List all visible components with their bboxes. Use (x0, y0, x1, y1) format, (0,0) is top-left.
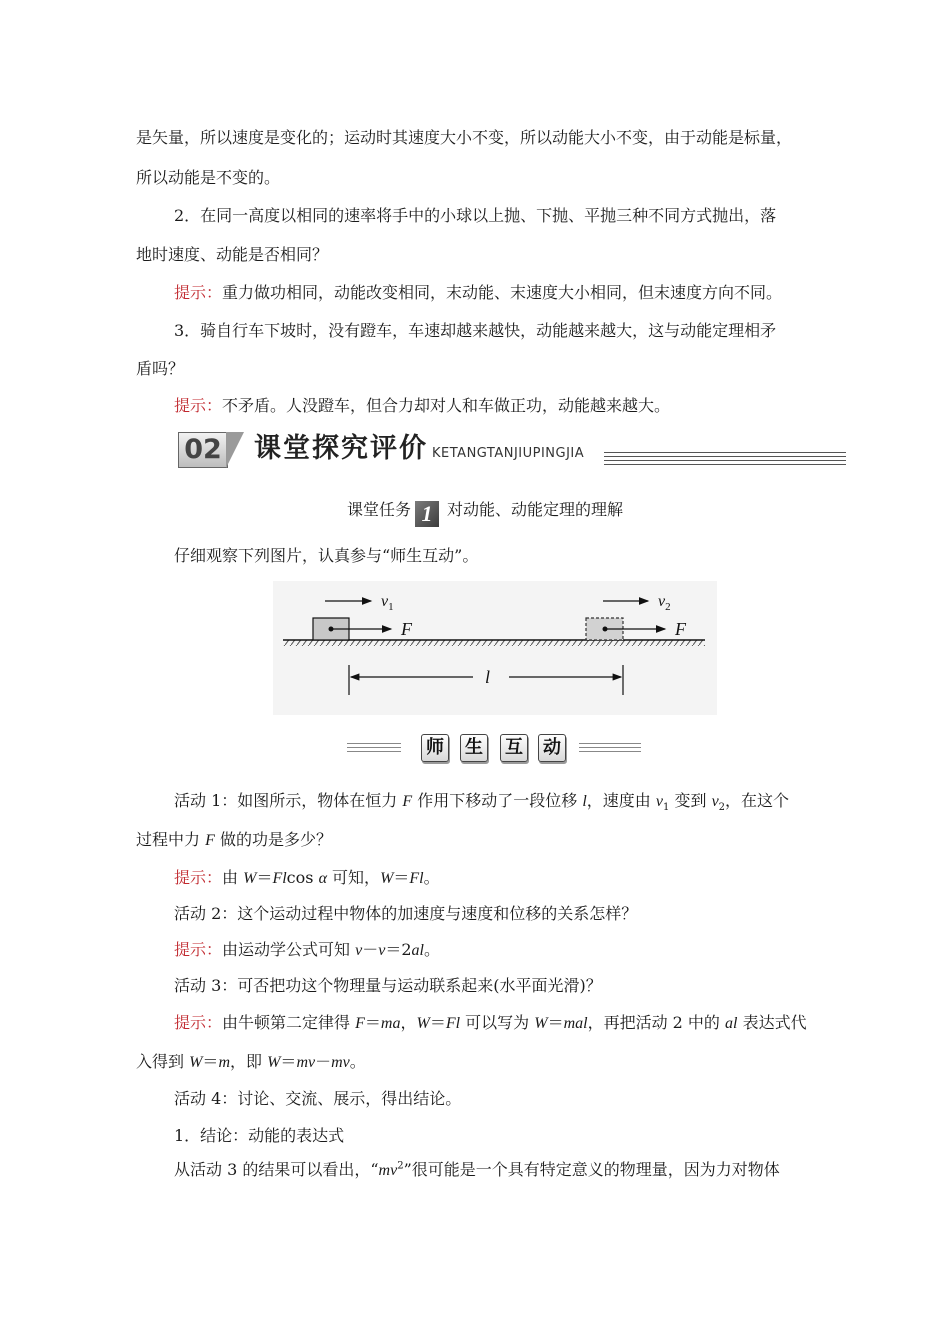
activity-3: 活动 3：可否把功这个物理量与运动联系起来(水平面光滑)？ (174, 976, 602, 995)
interaction-char: 动 (538, 734, 566, 762)
activity-4: 活动 4：讨论、交流、展示，得出结论。 (174, 1089, 462, 1108)
block-diagram (273, 581, 717, 715)
text-line: 是矢量，所以速度是变化的；运动时其速度大小不变，所以动能大小不变，由于动能是标量， (136, 128, 793, 147)
activity-1: 活动 1：如图所示，物体在恒力 F 作用下移动了一段位移 l，速度由 $v_1$ 变到 $v_2$，在这个 (174, 791, 790, 814)
section-pinyin: KETANGTANJIUPINGJIA (432, 446, 585, 461)
task-number-badge: 1 (415, 501, 439, 527)
intro-text: 仔细观察下列图片，认真参与“师生互动”。 (174, 546, 479, 565)
hint-1: 提示：由 W＝Flcos α 可知，W＝Fl。 (174, 868, 440, 887)
task-header (347, 500, 623, 527)
title-rule (347, 751, 401, 752)
banner-rule (604, 452, 846, 453)
hint-label: 提示： (174, 283, 223, 302)
hint-3: 提示：由牛顿第二定律得 F＝ma，W＝Fl 可以写为 W＝mal，再把活动 2 中的 al 表达式代 (174, 1013, 807, 1032)
title-rule (347, 747, 401, 748)
interaction-char: 师 (421, 734, 449, 762)
section-number: 02 (178, 432, 228, 468)
interaction-char: 互 (500, 734, 528, 762)
distance-label: l (485, 667, 491, 687)
answer-2 (174, 283, 782, 303)
text-line: 所以动能是不变的。 (136, 168, 281, 187)
answer-text: 不矛盾。人没蹬车，但合力却对人和车做正功，动能越来越大。 (222, 396, 671, 415)
physics-figure (273, 581, 717, 715)
banner-decoration (226, 432, 244, 468)
text-line: 入得到 W＝m，即 W＝mv－mv。 (136, 1052, 366, 1071)
question-3: 3．骑自行车下坡时，没有蹬车，车速却越来越快，动能越来越大，这与动能定理相矛 (174, 321, 777, 340)
text-line: 盾吗？ (136, 359, 185, 378)
question-2: 2．在同一高度以相同的速率将手中的小球以上抛、下抛、平抛三种不同方式抛出，落 (174, 206, 777, 225)
task-title: 对动能、动能定理的理解 (447, 500, 624, 519)
ground-hatch (283, 640, 705, 646)
activity-2: 活动 2：这个运动过程中物体的加速度与速度和位移的关系怎样？ (174, 904, 638, 923)
text-line: 地时速度、动能是否相同？ (136, 245, 329, 264)
conclusion-text: 从活动 3 的结果可以看出，“$mv^2$”很可能是一个具有特定意义的物理量，因为力对物体 (174, 1160, 780, 1179)
interaction-char: 生 (460, 734, 488, 762)
force-label: F (401, 619, 412, 639)
force-label: F (675, 619, 686, 639)
title-rule (579, 751, 641, 752)
interaction-title (347, 731, 645, 765)
hint-2: 提示：由运动学公式可知 v－v＝2al。 (174, 940, 440, 959)
section-banner (178, 430, 846, 470)
velocity-label: $v_1$ (381, 593, 394, 613)
banner-rule (604, 456, 846, 457)
title-rule (347, 743, 401, 744)
task-prefix: 课堂任务 (347, 500, 412, 519)
section-title: 课堂探究评价 (254, 433, 428, 464)
answer-text: 重力做功相同，动能改变相同，末动能、末速度大小相同，但末速度方向不同。 (222, 283, 783, 302)
title-rule (579, 743, 641, 744)
hint-label: 提示： (174, 396, 223, 415)
banner-rule (604, 464, 846, 465)
title-rule (579, 747, 641, 748)
conclusion-heading: 1．结论：动能的表达式 (174, 1126, 345, 1145)
answer-3 (174, 396, 670, 416)
banner-rule (604, 460, 846, 461)
velocity-label: $v_2$ (658, 593, 671, 613)
text-line: 过程中力 F 做的功是多少？ (136, 830, 332, 849)
